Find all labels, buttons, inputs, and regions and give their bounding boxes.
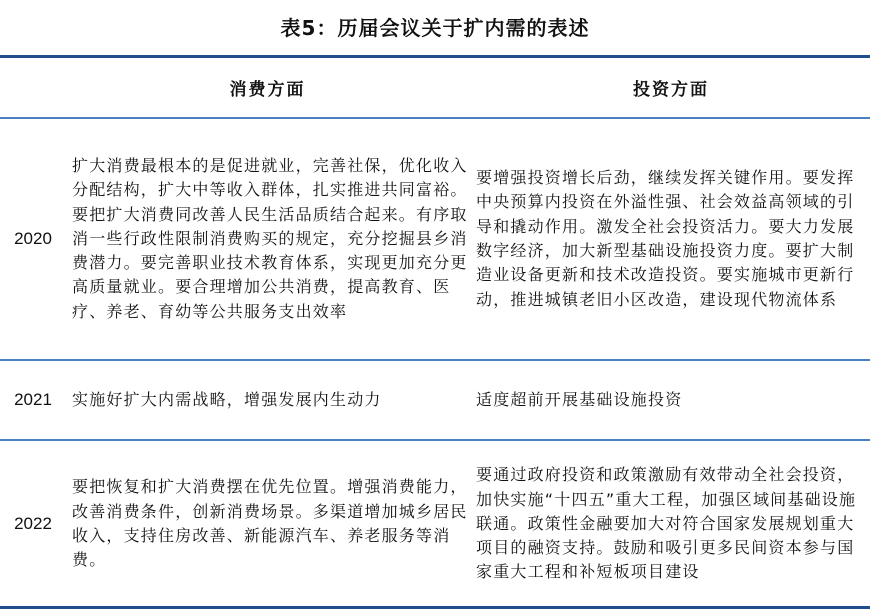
row-year: 2020 xyxy=(14,229,52,248)
consumption-text: 要把恢复和扩大消费摆在优先位置。增强消费能力，改善消费条件，创新消费场景。多渠道增加城乡居民收入，支持住房改善、新能源汽车、养老服务等消费。 xyxy=(72,477,468,570)
investment-cell xyxy=(476,362,870,438)
consumption-cell xyxy=(72,362,470,438)
investment-text: 适度超前开展基础设施投资 xyxy=(476,389,683,409)
header-investment: 投资方面 xyxy=(633,79,709,100)
table-title: 表5：历届会议关于扩内需的表述 xyxy=(280,15,590,40)
table-row xyxy=(0,442,870,606)
investment-cell xyxy=(476,120,870,358)
header-consumption: 消费方面 xyxy=(229,79,306,100)
investment-text: 要通过政府投资和政策激励有效带动全社会投资，加快实施“十四五”重大工程，加强区域间基础设施联通。政策性金融要加大对符合国家发展规划重大项目的融资支持。鼓励和吸引更多民间资本参与国家重大工程和补短板项目建设 xyxy=(476,465,857,582)
table-row xyxy=(0,120,870,358)
row-divider xyxy=(0,439,870,441)
table-header xyxy=(0,58,870,116)
header-divider xyxy=(0,117,870,119)
row-divider xyxy=(0,359,870,361)
consumption-text: 扩大消费最根本的是促进就业，完善社保，优化收入分配结构，扩大中等收入群体，扎实推进共同富裕。要把扩大消费同改善人民生活品质结合起来。有序取消一些行政性限制消费购买的规定，充分挖掘县乡消费潜力。要完善职业技术教育体系，实现更加充分更高质量就业。要合理增加公共消费，提高教育、医疗、养老、育幼等公共服务支出效率 xyxy=(72,155,468,321)
investment-text: 要增强投资增长后劲，继续发挥关键作用。要发挥中央预算内投资在外溢性强、社会效益高领域的引导和撬动作用。激发全社会投资活力。要大力发展数字经济，加大新型基础设施投资力度。要扩大制造业设备更新和技术改造投资。要实施城市更新行动，推进城镇老旧小区改造，建设现代物流体系 xyxy=(476,168,855,309)
consumption-cell xyxy=(72,442,470,606)
consumption-cell xyxy=(72,120,470,358)
consumption-text: 实施好扩大内需战略，增强发展内生动力 xyxy=(72,389,382,409)
table-row xyxy=(0,362,870,438)
investment-cell xyxy=(476,442,870,606)
row-year: 2021 xyxy=(14,390,52,409)
row-year: 2022 xyxy=(14,514,52,533)
